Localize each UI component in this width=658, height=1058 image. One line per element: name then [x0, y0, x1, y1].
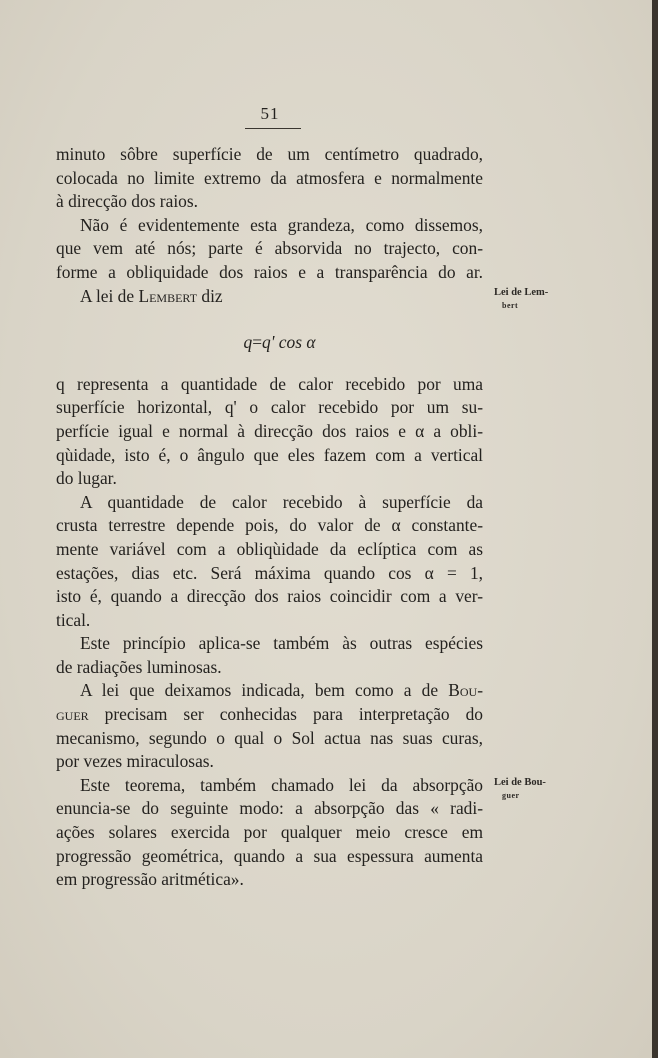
text-line: por vezes miraculosas.: [56, 751, 214, 772]
margin-note-line: bert: [502, 301, 519, 310]
body-text: [56, 143, 483, 892]
paragraph-3: [56, 285, 483, 309]
paragraph-6: [56, 632, 483, 679]
text-span: diz: [197, 285, 223, 306]
text-line: ações solares exercida por qualquer meio cresce em: [56, 822, 483, 843]
text-line: qùidade, isto é, o ângulo que eles fazem com a vertical: [56, 444, 483, 465]
text-line: A quantidade de calor recebido à superfície da: [80, 491, 483, 512]
margin-note-line: Lei de Bou-: [494, 777, 546, 788]
margin-note-line: Lei de Lem-: [494, 287, 549, 298]
margin-note-bouguer: [494, 776, 574, 802]
text-line: [56, 703, 483, 727]
text-line: crusta terrestre depende pois, do valor de α constante-: [56, 515, 483, 536]
paragraph-1: [56, 143, 483, 214]
text-line: enuncia-se do seguinte modo: a absorpção das « radi-: [56, 798, 483, 819]
page-number-rule: [245, 128, 301, 129]
text-line: Este teorema, também chamado lei da absorpção: [80, 774, 483, 795]
formula-equals: =: [252, 332, 263, 353]
text-line: em progressão aritmética».: [56, 869, 244, 890]
page-edge: [652, 0, 658, 1058]
text-line: de radiações luminosas.: [56, 656, 222, 677]
paragraph-7: [56, 679, 483, 773]
formula-rhs: q' cos α: [262, 332, 316, 353]
text-line: à direcção dos raios.: [56, 191, 198, 212]
text-span: A lei que deixamos indicada, bem como a de: [80, 680, 449, 701]
text-line: que vem até nós; parte é absorvida no trajecto, con-: [56, 238, 483, 259]
text-line: mente variável com a obliqùidade da eclíptica com as: [56, 538, 483, 559]
text-line: forme a obliquidade dos raios e a transparência do ar.: [56, 261, 483, 282]
formula-lhs: q: [243, 332, 253, 353]
text-line: superfície horizontal, q' o calor recebido por um su-: [56, 397, 483, 418]
text-line: perfície igual e normal à direcção dos raios e α a obli-: [56, 420, 483, 441]
page-number: 51: [260, 104, 280, 123]
text-line: colocada no limite extremo da atmosfera e normalmente: [56, 167, 483, 188]
text-line: Não é evidentemente esta grandeza, como dissemos,: [80, 214, 483, 235]
paragraph-2: [56, 214, 483, 285]
margin-note-line: guer: [502, 791, 520, 800]
text-span: precisam ser conhecidas para interpretação do: [88, 704, 483, 725]
text-line: progressão geométrica, quando a sua espessura aumenta: [56, 845, 483, 866]
text-line: q representa a quantidade de calor recebido por uma: [56, 373, 483, 394]
author-name-bouguer: guer: [56, 704, 89, 725]
text-line: estações, dias etc. Será máxima quando cos α = 1,: [56, 562, 483, 583]
text-line: isto é, quando a direcção dos raios coincidir com a ver-: [56, 586, 483, 607]
paragraph-4: [56, 373, 483, 491]
author-name-bouguer: Bou-: [448, 680, 483, 701]
author-name-lembert: Lembert: [138, 285, 198, 306]
margin-note-lembert: [494, 286, 574, 312]
text-line: [56, 679, 483, 703]
text-line: minuto sôbre superfície de um centímetro quadrado,: [56, 144, 483, 164]
text-line: mecanismo, segundo o qual o Sol actua nas suas curas,: [56, 727, 483, 748]
text-span: A lei de: [80, 285, 139, 306]
text-line: do lugar.: [56, 468, 117, 489]
paragraph-8: [56, 774, 483, 892]
text-line: Este princípio aplica-se também às outras espécies: [80, 633, 483, 654]
text-line: tical.: [56, 609, 91, 630]
formula-lembert: [56, 331, 483, 355]
paragraph-5: [56, 491, 483, 633]
